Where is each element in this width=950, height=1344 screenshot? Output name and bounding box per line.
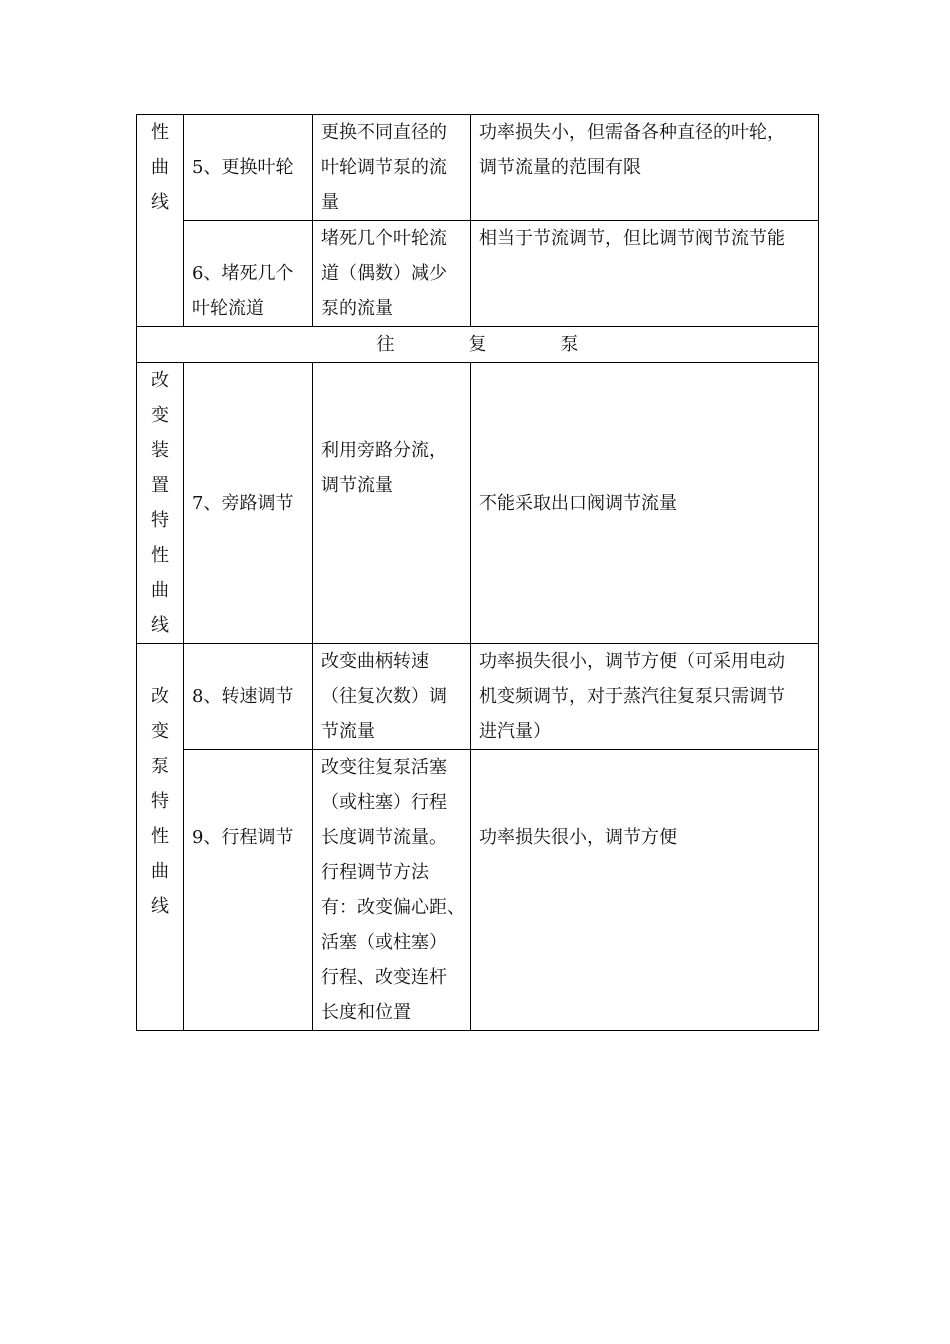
method-label: 8、转速调节 bbox=[192, 686, 294, 707]
note-cell bbox=[471, 221, 819, 327]
category-char: 改 bbox=[151, 370, 169, 391]
section-title-char: 往 bbox=[376, 334, 395, 355]
method-line: 叶轮流道 bbox=[192, 298, 264, 319]
desc-line: 更换不同直径的 bbox=[321, 122, 447, 143]
table-row-7 bbox=[137, 363, 819, 644]
category-char: 线 bbox=[151, 896, 169, 917]
method-label: 7、旁路调节 bbox=[192, 492, 294, 514]
category-char: 性 bbox=[151, 545, 169, 566]
category-char: 性 bbox=[151, 826, 169, 847]
note-cell bbox=[471, 363, 819, 644]
method-cell bbox=[184, 644, 313, 750]
desc-line: 行程调节方法 bbox=[321, 862, 429, 883]
desc-line: （或柱塞）行程 bbox=[321, 792, 447, 813]
desc-line: 利用旁路分流， bbox=[321, 440, 447, 461]
method-cell bbox=[184, 115, 313, 221]
note-cell bbox=[471, 644, 819, 750]
desc-cell bbox=[313, 115, 471, 221]
note-cell bbox=[471, 750, 819, 1031]
category-char: 性 bbox=[151, 122, 169, 143]
table-row-8 bbox=[137, 644, 819, 750]
category-char: 变 bbox=[151, 721, 169, 742]
category-char: 曲 bbox=[151, 157, 169, 178]
desc-line: 道（偶数）减少 bbox=[321, 263, 447, 284]
desc-line: 长度和位置 bbox=[321, 1002, 411, 1023]
method-label: 5、更换叶轮 bbox=[192, 157, 294, 178]
desc-cell bbox=[313, 363, 471, 644]
desc-cell bbox=[313, 221, 471, 327]
desc-line: 堵死几个叶轮流 bbox=[321, 228, 447, 249]
method-cell bbox=[184, 750, 313, 1031]
section-row bbox=[137, 327, 819, 363]
category-char: 线 bbox=[151, 615, 169, 636]
category-char: 变 bbox=[151, 405, 169, 426]
note-cell bbox=[471, 115, 819, 221]
note-line: 调节流量的范围有限 bbox=[479, 157, 641, 178]
desc-line: 有：改变偏心距、 bbox=[321, 897, 465, 918]
section-title bbox=[137, 327, 819, 363]
desc-line: 活塞（或柱塞） bbox=[321, 932, 447, 953]
note-line: 进汽量） bbox=[479, 721, 551, 742]
note-line: 功率损失很小，调节方便 bbox=[479, 827, 677, 848]
desc-line: （往复次数）调 bbox=[321, 686, 447, 707]
category-char: 特 bbox=[151, 791, 169, 812]
method-label: 9、行程调节 bbox=[192, 827, 294, 848]
category-char: 特 bbox=[151, 510, 169, 531]
category-cell-pump-curve bbox=[137, 644, 184, 1031]
desc-line: 改变曲柄转速 bbox=[321, 651, 429, 672]
desc-line: 节流量 bbox=[321, 721, 375, 742]
note-line: 机变频调节，对于蒸汽往复泵只需调节 bbox=[479, 686, 785, 707]
category-char: 改 bbox=[151, 686, 169, 707]
desc-line: 叶轮调节泵的流 bbox=[321, 157, 447, 178]
category-cell-device-curve bbox=[137, 363, 184, 644]
method-cell bbox=[184, 363, 313, 644]
regulation-table bbox=[136, 114, 819, 1031]
desc-line: 量 bbox=[321, 192, 339, 213]
section-title-char: 泵 bbox=[560, 334, 579, 355]
category-char: 曲 bbox=[151, 580, 169, 601]
note-line: 不能采取出口阀调节流量 bbox=[479, 492, 677, 514]
category-char: 装 bbox=[151, 440, 169, 461]
category-cell-pump-curve-tail bbox=[137, 115, 184, 327]
table-row-5 bbox=[137, 115, 819, 221]
category-char: 曲 bbox=[151, 861, 169, 882]
category-char: 泵 bbox=[151, 756, 169, 777]
method-cell bbox=[184, 221, 313, 327]
category-char: 线 bbox=[151, 192, 169, 213]
section-title-char: 复 bbox=[468, 334, 487, 355]
table-row-6 bbox=[137, 221, 819, 327]
desc-line: 行程、改变连杆 bbox=[321, 967, 447, 988]
desc-cell bbox=[313, 644, 471, 750]
category-char: 置 bbox=[151, 475, 169, 496]
desc-line: 泵的流量 bbox=[321, 298, 393, 319]
method-line: 6、堵死几个 bbox=[192, 263, 294, 284]
desc-line: 调节流量 bbox=[321, 475, 393, 496]
note-line: 相当于节流调节，但比调节阀节流节能 bbox=[479, 228, 785, 249]
desc-cell bbox=[313, 750, 471, 1031]
desc-line: 长度调节流量。 bbox=[321, 827, 447, 848]
note-line: 功率损失小，但需备各种直径的叶轮， bbox=[479, 122, 785, 143]
table-row-9 bbox=[137, 750, 819, 1031]
desc-line: 改变往复泵活塞 bbox=[321, 757, 447, 778]
note-line: 功率损失很小，调节方便（可采用电动 bbox=[479, 651, 785, 672]
